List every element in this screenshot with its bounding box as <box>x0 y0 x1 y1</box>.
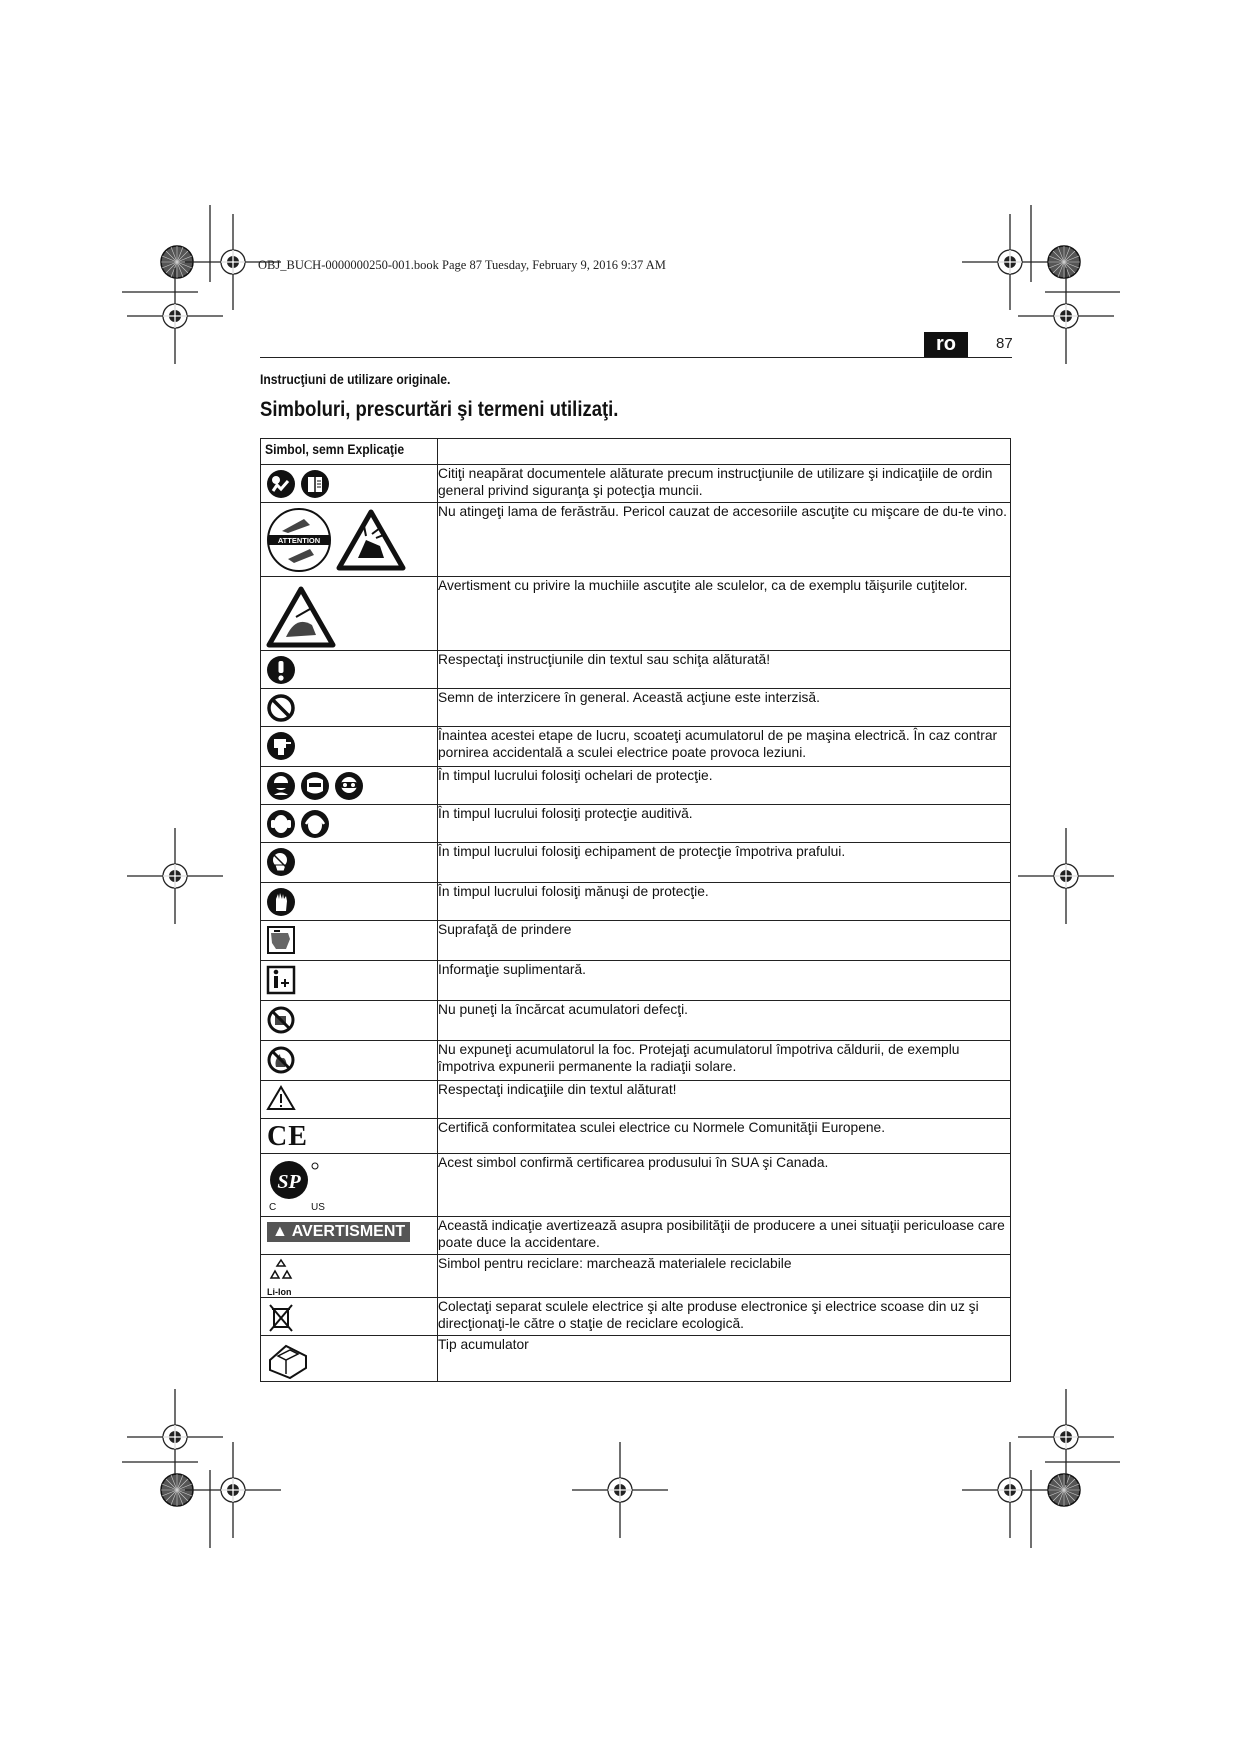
table-header: Simbol, semn Explicaţie <box>261 439 438 465</box>
ear-muffs-icon <box>300 809 330 839</box>
gloves-icon <box>266 887 296 917</box>
no-fire-battery-icon <box>266 1045 296 1075</box>
ce-mark-icon: CE <box>267 1121 308 1152</box>
info-icon <box>266 965 296 995</box>
row-text: Acest simbol confirmă certificarea produsului în SUA şi Canada. <box>438 1154 1011 1217</box>
row-text: Informaţie suplimentară. <box>438 961 1011 1001</box>
table-row <box>261 767 1011 805</box>
table-row <box>261 577 1011 651</box>
page-title: Simboluri, prescurtări şi termeni utilizaţi. <box>260 398 619 421</box>
page-number: 87 <box>996 335 1013 352</box>
sharp-blade-warning-icon <box>336 508 406 572</box>
table-row <box>261 503 1011 577</box>
row-text: Nu expuneţi acumulatorul la foc. Protejaţi acumulatorul împotriva căldurii, de exemplu împotriva expunerii permanente la radiaţii solare. <box>438 1041 1011 1081</box>
csa-certification-icon: SP C US <box>267 1158 337 1216</box>
table-row <box>261 689 1011 727</box>
table-row <box>261 1154 1011 1217</box>
subtitle: Instrucţiuni de utilizare originale. <box>260 372 451 387</box>
row-text: Semn de interzicere în general. Această acţiune este interzisă. <box>438 689 1011 727</box>
print-header: OBJ_BUCH-0000000250-001.book Page 87 Tuesday, February 9, 2016 9:37 AM <box>258 258 666 272</box>
table-row <box>261 1081 1011 1119</box>
row-text: În timpul lucrului folosiţi ochelari de protecţie. <box>438 767 1011 805</box>
sharp-edge-warning-icon <box>266 585 336 649</box>
table-row <box>261 1001 1011 1041</box>
row-text: Simbol pentru reciclare: marchează materialele reciclabile <box>438 1255 1011 1298</box>
table-row <box>261 843 1011 883</box>
table-row <box>261 1255 1011 1298</box>
attention-saw-blade-icon <box>266 507 332 573</box>
crossed-bin-icon <box>266 1302 296 1334</box>
table-row <box>261 805 1011 843</box>
grip-surface-icon <box>266 925 296 955</box>
book-icon <box>300 469 330 499</box>
table-header-row <box>261 439 1011 465</box>
row-text: Suprafaţă de prindere <box>438 921 1011 961</box>
row-text: Tip acumulator <box>438 1336 1011 1382</box>
row-text: Respectaţi instrucţiunile din textul sau schiţa alăturată! <box>438 651 1011 689</box>
no-charging-defective-battery-icon <box>266 1005 296 1035</box>
svg-text:SP: SP <box>277 1171 301 1193</box>
table-row <box>261 883 1011 921</box>
read-manual-icon <box>266 469 296 499</box>
row-text: Avertisment cu privire la muchiile ascuţite ale sculelor, ca de exemplu tăişurile cuţitelor. <box>438 577 1011 651</box>
mandatory-instruction-icon <box>266 655 296 685</box>
row-text: În timpul lucrului folosiţi protecţie auditivă. <box>438 805 1011 843</box>
header-rule <box>260 357 1012 358</box>
safety-glasses-icon <box>266 771 296 801</box>
row-text: Certifică conformitatea sculei electrice cu Normele Comunităţii Europene. <box>438 1119 1011 1154</box>
table-row <box>261 1336 1011 1382</box>
table-row <box>261 465 1011 503</box>
table-row <box>261 921 1011 961</box>
svg-text:ATTENTION: ATTENTION <box>277 536 321 545</box>
language-badge: ro <box>924 332 968 357</box>
symbols-table <box>260 438 1011 1382</box>
row-text: Nu atingeţi lama de ferăstrău. Pericol cauzat de accesoriile ascuţite cu mişcare de du-te vino. <box>438 503 1011 577</box>
row-text: În timpul lucrului folosiţi echipament de protecţie împotriva prafului. <box>438 843 1011 883</box>
goggles-icon <box>334 771 364 801</box>
table-row <box>261 1298 1011 1336</box>
row-text: Această indicaţie avertizează asupra posibilităţii de producere a unei situaţii periculoase care poate duce la accidentare. <box>438 1217 1011 1255</box>
recycling-icon: Li-Ion <box>261 1255 437 1297</box>
remove-battery-icon <box>266 731 296 761</box>
table-row <box>261 961 1011 1001</box>
row-text: Citiţi neapărat documentele alăturate precum instrucţiunile de utilizare şi indicaţiile de ordin general privind siguranţa şi potecţia muncii. <box>438 465 1011 503</box>
row-text: În timpul lucrului folosiţi mănuşi de protecţie. <box>438 883 1011 921</box>
table-header-blank <box>438 439 1011 465</box>
warning-label-icon: ▲ AVERTISMENT <box>267 1222 410 1242</box>
ear-protection-icon <box>266 809 296 839</box>
dust-mask-icon <box>266 847 296 877</box>
row-text: Înaintea acestei etape de lucru, scoateţi acumulatorul de pe maşina electrică. În caz contrar pornirea accidentală a sculei electrice poate provoca leziuni. <box>438 727 1011 767</box>
face-shield-icon <box>300 771 330 801</box>
table-row <box>261 1041 1011 1081</box>
table-row <box>261 1119 1011 1154</box>
table-row <box>261 727 1011 767</box>
prohibition-icon <box>266 693 296 723</box>
table-row <box>261 1217 1011 1255</box>
row-text: Nu puneţi la încărcat acumulatori defecţi. <box>438 1001 1011 1041</box>
table-row <box>261 651 1011 689</box>
battery-type-icon <box>266 1340 310 1380</box>
row-text: Respectaţi indicaţiile din textul alăturat! <box>438 1081 1011 1119</box>
row-text: Colectaţi separat sculele electrice şi alte produse electronice şi electrice scoase din uz şi direcţionaţi-le către o staţie de reciclare ecologică. <box>438 1298 1011 1336</box>
warning-triangle-icon <box>266 1085 296 1111</box>
